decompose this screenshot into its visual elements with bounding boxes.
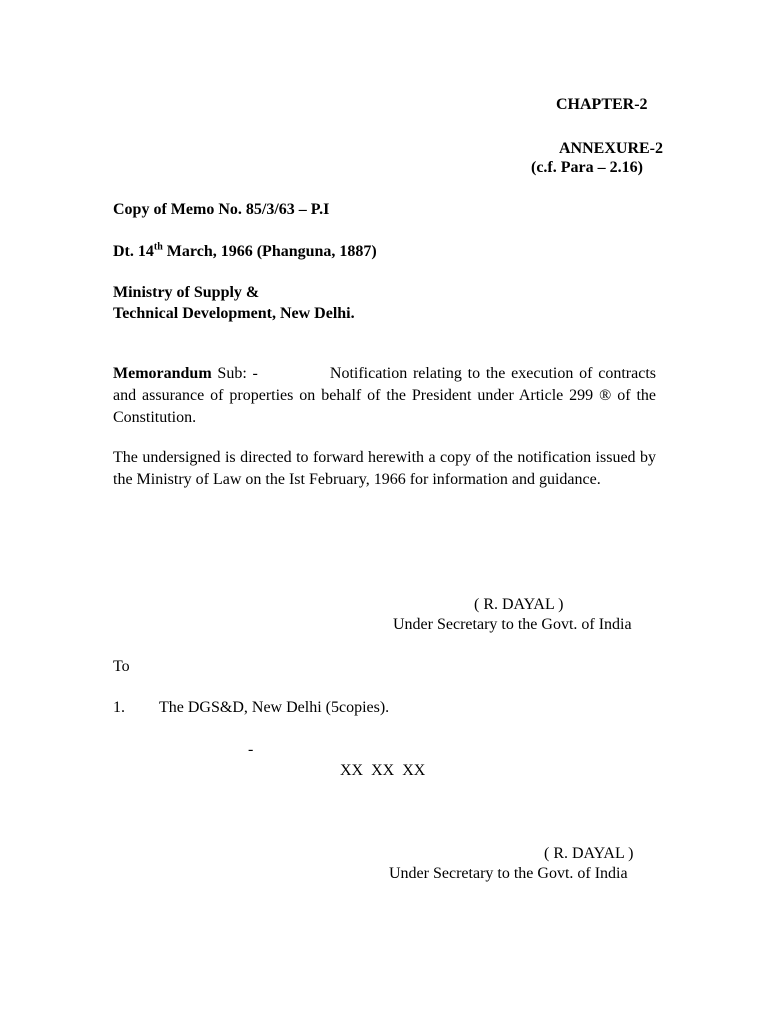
subject-paragraph bbox=[113, 363, 656, 429]
memorandum-label: Memorandum bbox=[113, 365, 212, 382]
recipient-number: 1. bbox=[113, 699, 125, 716]
signature-title-2: Under Secretary to the Govt. of India bbox=[389, 865, 628, 882]
subject-text: Notification relating to the execution of contracts and assurance of properties on behalf of the President under Article 299 ® of the Constitution. bbox=[113, 365, 656, 426]
para-reference: (c.f. Para – 2.16) bbox=[531, 159, 643, 176]
dash-mark: - bbox=[248, 741, 254, 758]
signature-name-1: ( R. DAYAL ) bbox=[474, 596, 564, 613]
annexure-heading: ANNEXURE-2 bbox=[559, 140, 663, 157]
signature-name-2: ( R. DAYAL ) bbox=[544, 845, 634, 862]
separator-mark: XX XX XX bbox=[340, 762, 426, 779]
body-paragraph: The undersigned is directed to forward herewith a copy of the notification issued by the Ministry of Law on the Ist February, 1966 for information and guidance. bbox=[113, 449, 656, 488]
date-suffix: th bbox=[153, 241, 163, 253]
ministry-line-1: Ministry of Supply & bbox=[113, 284, 260, 301]
memo-number: Copy of Memo No. 85/3/63 – P.I bbox=[113, 201, 330, 218]
to-label: To bbox=[113, 658, 130, 675]
memo-date bbox=[113, 241, 377, 263]
sub-label: Sub: - bbox=[211, 365, 258, 382]
ministry-line-2: Technical Development, New Delhi. bbox=[113, 305, 355, 322]
recipient-text: The DGS&D, New Delhi (5copies). bbox=[159, 699, 390, 716]
date-rest: March, 1966 (Phanguna, 1887) bbox=[162, 243, 377, 260]
signature-title-1: Under Secretary to the Govt. of India bbox=[393, 616, 632, 633]
date-prefix: Dt. 14 bbox=[113, 243, 154, 260]
chapter-heading: CHAPTER-2 bbox=[556, 96, 648, 113]
